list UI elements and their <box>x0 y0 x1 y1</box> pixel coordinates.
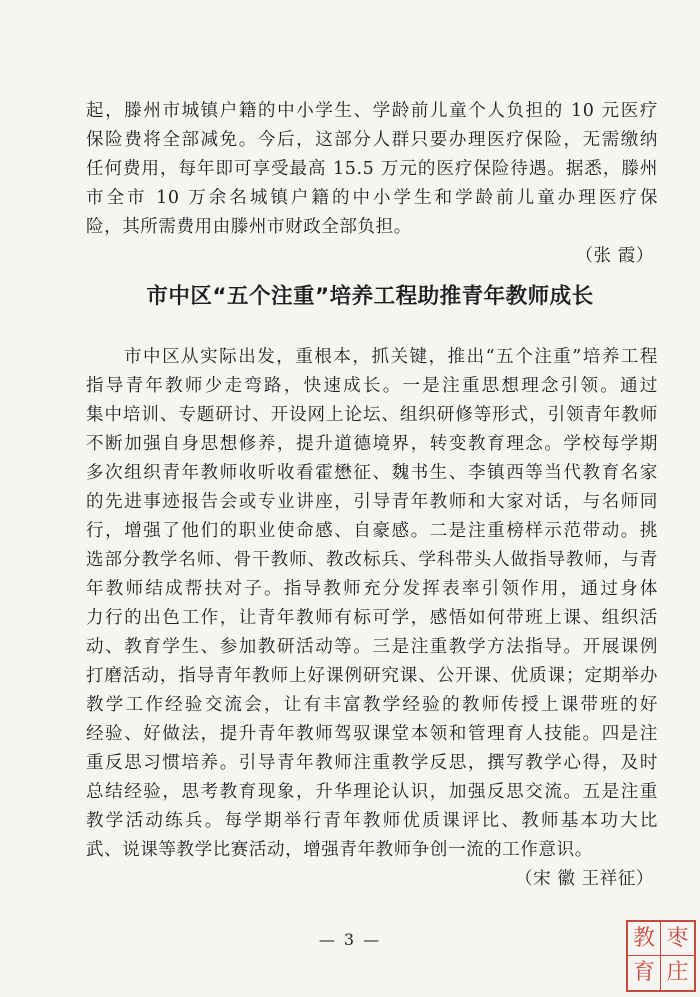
paragraph-line: 重反思习惯培养。引导青年教师注重教学反思，撰写教学心得，及时 <box>86 753 658 773</box>
stamp-char: 庄 <box>666 960 689 985</box>
paragraph-line: 市全市 10 万余名城镇户籍的中小学生和学龄前儿童办理医疗保 <box>86 188 658 208</box>
author-signature: （宋 徽 王祥征） <box>514 869 654 889</box>
paragraph-line: 市中区从实际出发，重根本，抓关键，推出“五个注重”培养工程 <box>124 347 658 367</box>
paragraph-line: 险，其所需费用由滕州市财政全部负担。 <box>86 217 412 237</box>
author-signature: （张 霞） <box>575 246 654 266</box>
paragraph-line: 经验、好做法，提升青年教师驾驭课堂本领和管理育人技能。四是注 <box>86 724 658 744</box>
paragraph-line: 指导青年教师少走弯路，快速成长。一是注重思想理念引领。通过 <box>86 376 658 396</box>
seal-stamp <box>626 920 696 992</box>
page-number: — 3 — <box>318 930 382 949</box>
paragraph-line: 总结经验，思考教育现象，升华理论认识，加强反思交流。五是注重 <box>86 782 658 802</box>
article-continuation <box>86 97 658 271</box>
article-title: 市中区“五个注重”培养工程助推青年教师成长 <box>146 284 594 309</box>
paragraph-line: 动、教育学生、参加教研活动等。三是注重教学方法指导。开展课例 <box>86 637 658 657</box>
paragraph-line: 年教师结成帮扶对子。指导教师充分发挥表率引领作用，通过身体 <box>86 579 658 599</box>
stamp-char: 教 <box>628 922 661 956</box>
stamp-char: 枣 <box>661 922 694 956</box>
paragraph-line: 不断加强自身思想修养，提升道德境界，转变教育理念。学校每学期 <box>86 434 658 454</box>
stamp-char: 育 <box>628 956 661 990</box>
paragraph-line: 行，增强了他们的职业使命感、自豪感。二是注重榜样示范带动。挑 <box>86 521 658 541</box>
paragraph-line: 起，滕州市城镇户籍的中小学生、学龄前儿童个人负担的 10 元医疗 <box>86 101 658 121</box>
paragraph-line: 保险费将全部减免。今后，这部分人群只要办理医疗保险，无需缴纳 <box>86 130 658 150</box>
paragraph-line: 教学活动练兵。每学期举行青年教师优质课评比、教师基本功大比 <box>86 811 658 831</box>
paragraph-line: 的先进事迹报告会或专业讲座，引导青年教师和大家对话，与名师同 <box>86 492 658 512</box>
paragraph-line: 选部分教学名师、骨干教师、教改标兵、学科带头人做指导教师，与青 <box>86 550 658 570</box>
paragraph-line: 武、说课等教学比赛活动，增强青年教师争创一流的工作意识。 <box>86 840 593 860</box>
paragraph-line: 任何费用，每年即可享受最高 15.5 万元的医疗保险待遇。据悉，滕州 <box>86 159 658 179</box>
paragraph-line: 集中培训、专题研讨、开设网上论坛、组织研修等形式，引领青年教师 <box>86 405 658 425</box>
paragraph-line: 多次组织青年教师收听收看霍懋征、魏书生、李镇西等当代教育名家 <box>86 463 658 483</box>
paragraph-line: 教学工作经验交流会，让有丰富教学经验的教师传授上课带班的好 <box>86 695 658 715</box>
paragraph-line: 力行的出色工作，让青年教师有标可学，感悟如何带班上课、组织活 <box>86 608 658 628</box>
article-body <box>86 343 658 894</box>
paragraph-line: 打磨活动，指导青年教师上好课例研究课、公开课、优质课；定期举办 <box>86 666 658 686</box>
